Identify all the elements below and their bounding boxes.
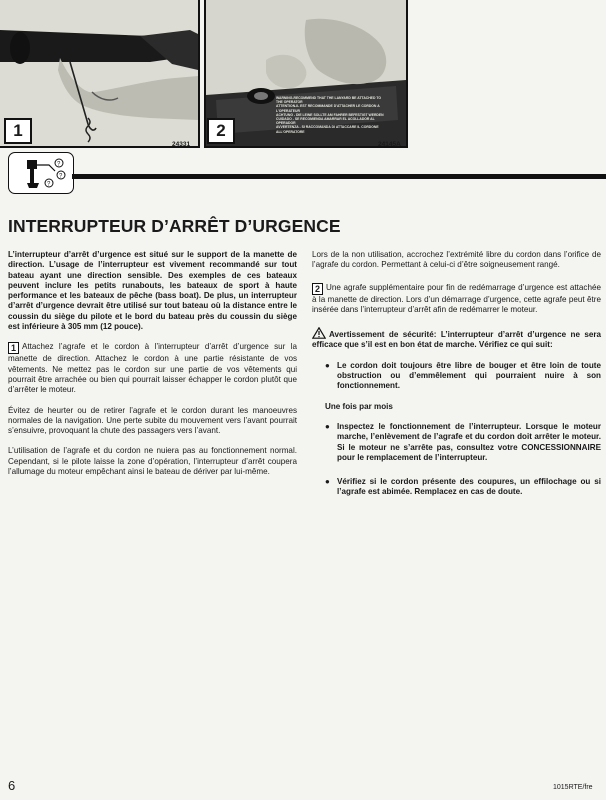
svg-text:?: ? — [57, 161, 61, 168]
section-title: INTERRUPTEUR D’ARRÊT D’URGENCE — [8, 216, 341, 236]
safety-warning — [312, 327, 601, 351]
check-item — [312, 422, 601, 463]
step-2-number: 2 — [312, 283, 323, 295]
left-column — [8, 250, 297, 487]
decal-line: ATTENTION-IL EST RECOMMANDE D'ATTACHER LE CORDON A L'OPERATEUR — [276, 104, 380, 113]
step-1-number: 1 — [8, 342, 19, 354]
step-1-text: Attachez l’agrafe et le cordon à l’interrupteur d’arrêt d’urgence sur la manette de direction. Attachez le cordon à une partie résistante de vos vêtements. Ne mettez pas le cordon sur une partie de vos vêtements qui pourrait être arrachée ou bien qui pourrait laisser échapper le cordon plutôt que d’arrêter le moteur. — [8, 342, 297, 395]
figure-1-code: 24331 — [172, 141, 191, 148]
check-item-text: Inspectez le fonctionnement de l’interrupteur. Lorsque le moteur marche, l’enlèvement de l’agrafe et du cordon doit arrêter le moteur. Si le moteur ne s’arrête pas, consultez votre CONCESSIONNAIRE pour le remplacement de l’interrupteur. — [337, 421, 601, 462]
usage-paragraph: L’utilisation de l’agrafe et du cordon ne nuiera pas au fonctionnement normal. Cependant, si le pilote laisse la zone d’opération, l’interrupteur d’arrêt coupera l’allumage du moteur empêchant ainsi le bateau de dériver par lui-même. — [8, 446, 297, 477]
bullet-dot: ● — [325, 360, 330, 370]
figure-1-label: 1 — [4, 118, 32, 144]
check-item-text: Vérifiez si le cordon présente des coupures, un effilochage ou si l’agrafe est abimée. Remplacez en cas de doute. — [337, 477, 601, 497]
avoid-paragraph: Évitez de heurter ou de retirer l’agrafe et le cordon durant les manoeuvres normales de la navigation. Une perte subite du mouvement vers l’avant pourrait s’ensuivre, provoquant la chute des passagers vers l’avant. — [8, 405, 297, 436]
right-column — [312, 250, 601, 508]
outboard-motor-icon — [8, 152, 74, 194]
decal-line: CUIDADO - SE RECOMIENDA AMARRAR EL ACOLLADOR AL OPERADOR — [276, 117, 375, 126]
figure-2-code: 24145A — [378, 141, 401, 148]
step-1-paragraph — [8, 342, 297, 395]
page-number: 6 — [8, 778, 16, 793]
check-item-text: Le cordon doit toujours être libre de bouger et être loin de toute obstruction ou d’emmêlement qui pourraient nuire à son fonctionnement. — [337, 360, 601, 391]
intro-paragraph: L’interrupteur d’arrêt d’urgence est situé sur le support de la manette de direction. L’usage de l’interrupteur est vivement recommandé sur tout bateau ayant une direction sensible. Des exemples de ces bateaux peuvent inclure les petits runabouts, les bateaux de sport à haute performance et les bateaux de pêche (bass boat). De plus, un interrupteur d’arrêt d’urgence devrait être utilisé sur tout bateau où la distance entre le coussin du siège du pilote et le bord du bateau près du coussin du siège est inférieure à 305 mm (12 pouce). — [8, 250, 297, 332]
svg-text:?: ? — [47, 181, 51, 188]
storage-paragraph: Lors de la non utilisation, accrochez l’extrémité libre du cordon dans l’orifice de l’agrafe du cordon. Permettant à celui-ci d’être soigneusement rangé. — [312, 250, 601, 270]
warning-decal — [276, 96, 386, 134]
monthly-heading: Une fois par mois — [325, 401, 393, 411]
check-item — [312, 361, 601, 392]
decal-line: WARNING-RECOMMEND THAT THE LANYARD BE ATTACHED TO THE OPERATOR — [276, 96, 381, 105]
step-2-paragraph — [312, 283, 601, 316]
bullet-dot: ● — [325, 421, 330, 431]
bullet-dot: ● — [325, 477, 330, 487]
warning-triangle-icon — [312, 327, 326, 339]
check-item — [312, 477, 601, 498]
document-code: 1015RTE/fre — [553, 784, 593, 791]
safety-warning-text: Avertissement de sécurité: L’interrupteur d’arrêt d’urgence ne sera efficace que s’il est en bon état de marche. Vérifiez ce qui suit: — [312, 330, 601, 350]
figure-2-label: 2 — [207, 118, 235, 144]
section-divider — [72, 174, 606, 179]
decal-line: AVVERTENZA - SI RACCOMANDA DI ATTACCARE IL CORDONE ALL'OPERATORE — [276, 125, 379, 134]
svg-text:?: ? — [59, 173, 63, 180]
decal-line: ACHTUNG - DIE LEINE SOLLTE AM FAHRER BEFESTIGT WERDEN — [276, 112, 384, 117]
step-2-text: Une agrafe supplémentaire pour fin de redémarrage d’urgence est attachée à la manette de direction. Lors d’un démarrage d’urgence, cette agrafe peut être insérée dans l’interrupteur d’arrêt afin de redémarrer le moteur. — [312, 282, 601, 314]
